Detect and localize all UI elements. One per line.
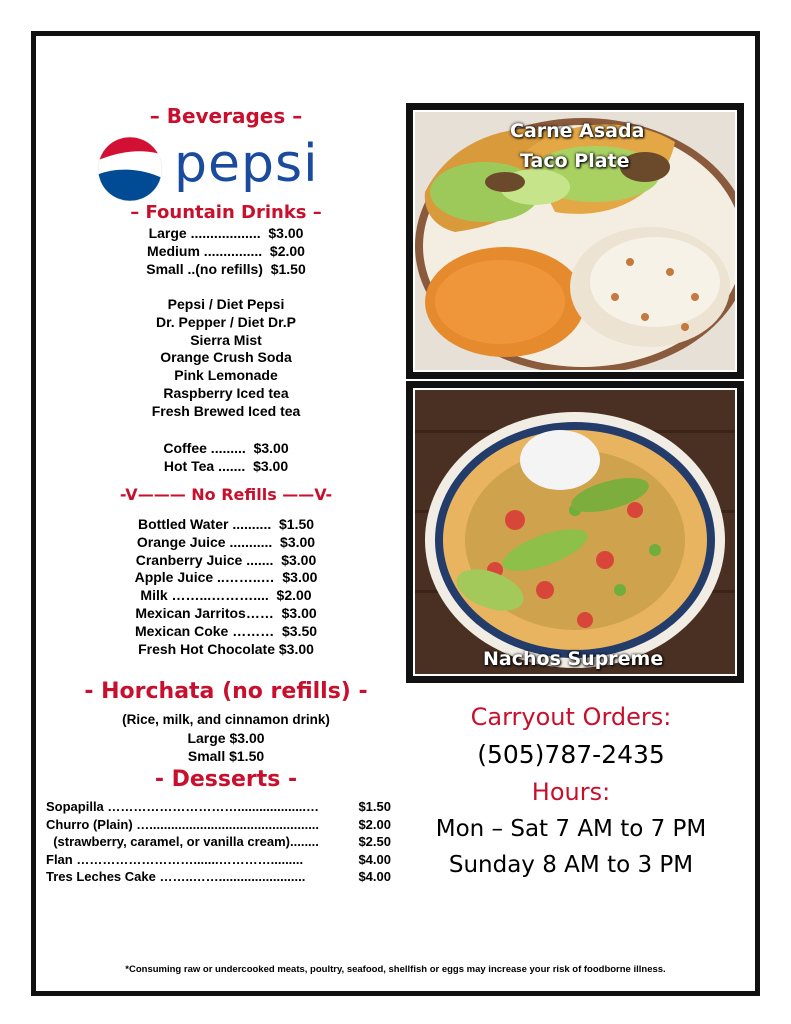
fountain-sizes-list — [96, 225, 356, 278]
fountain-size-large: Large .................. $3.00 — [148, 225, 304, 241]
fountain-size-small: Small ..(no refills) $1.50 — [146, 260, 306, 277]
carryout-label: Carryout Orders: — [470, 703, 672, 731]
no-refill-item: Mexican Coke ……… $3.50 — [134, 622, 318, 639]
hours-sunday: Sunday 8 AM to 3 PM — [448, 852, 694, 878]
pepsi-globe-icon — [94, 136, 166, 202]
flavor-item: Dr. Pepper / Diet Dr.P — [155, 313, 297, 330]
dessert-row — [46, 833, 391, 851]
pepsi-logo — [94, 136, 354, 202]
dessert-price: $1.50 — [358, 799, 391, 814]
phone-number: (505)787-2435 — [477, 740, 665, 769]
horchata-description: (Rice, milk, and cinnamon drink) — [122, 712, 330, 727]
desserts-list — [46, 798, 391, 886]
fountain-size-medium: Medium ............... $2.00 — [147, 242, 305, 259]
dessert-price: $2.50 — [358, 834, 391, 850]
dessert-row — [46, 798, 391, 816]
hot-drink-coffee: Coffee ......... $3.00 — [163, 440, 289, 456]
no-refill-list — [96, 516, 356, 658]
photo-caption-line1: Carne Asada — [510, 120, 645, 142]
carne-asada-photo — [406, 103, 744, 379]
no-refill-item: Bottled Water .......... $1.50 — [137, 516, 315, 532]
dessert-name: Tres Leches Cake ……..……........................ — [46, 869, 306, 885]
flavor-item: Pink Lemonade — [174, 367, 278, 384]
beverages-title: – Beverages – — [149, 104, 303, 128]
no-refill-item: Mexican Jarritos…… $3.00 — [135, 604, 317, 621]
pepsi-wordmark: pepsi — [174, 134, 319, 194]
flavor-item: Orange Crush Soda — [160, 349, 292, 366]
no-refill-item: Orange Juice ........... $3.00 — [136, 533, 316, 550]
hours-weekday: Mon – Sat 7 AM to 7 PM — [435, 816, 707, 842]
no-refill-item: Cranberry Juice ....... $3.00 — [135, 551, 317, 568]
dessert-row — [46, 868, 391, 886]
menu-frame — [31, 31, 760, 996]
hours-label: Hours: — [531, 778, 611, 806]
no-refills-title: -V——— No Refills ——V- — [119, 485, 333, 504]
no-refill-item: Apple Juice ..……..… $3.00 — [134, 569, 318, 586]
dessert-row — [46, 816, 391, 834]
flavor-item: Fresh Brewed Iced tea — [151, 402, 301, 419]
horchata-size-small: Small $1.50 — [187, 747, 265, 764]
dessert-price: $4.00 — [358, 869, 391, 885]
dessert-name: (strawberry, caramel, or vanilla cream)........ — [46, 834, 319, 850]
dessert-row — [46, 851, 391, 869]
dessert-name: Sopapilla …………………………...................… — [46, 799, 320, 814]
photo-caption-line2: Taco Plate — [520, 150, 630, 172]
foodborne-disclaimer: *Consuming raw or undercooked meats, poultry, seafood, shellfish or eggs may increase your risk of foodborne illness. — [125, 964, 666, 975]
no-refill-item: Milk ……...……….... $2.00 — [140, 587, 312, 604]
hot-drinks-list — [96, 440, 356, 476]
dessert-price: $2.00 — [358, 816, 391, 832]
dessert-name: Churro (Plain) …............................................... — [46, 816, 320, 832]
horchata-title: - Horchata (no refills) - — [84, 679, 368, 704]
nachos-caption: Nachos Supreme — [483, 648, 664, 670]
nachos-image — [415, 390, 735, 674]
desserts-title: - Desserts - — [154, 767, 298, 792]
horchata-size-large: Large $3.00 — [187, 730, 265, 746]
flavor-item: Raspberry Iced tea — [163, 384, 289, 401]
no-refill-item: Fresh Hot Chocolate $3.00 — [138, 640, 314, 657]
fountain-drinks-title: – Fountain Drinks – — [130, 202, 322, 223]
fountain-flavors-list — [96, 296, 356, 421]
dessert-name: Flan ……………………….......…………......... — [46, 851, 304, 867]
hot-drink-tea: Hot Tea ....... $3.00 — [163, 457, 289, 474]
horchata-sizes — [126, 730, 326, 766]
flavor-item: Pepsi / Diet Pepsi — [167, 296, 285, 312]
nachos-photo — [406, 381, 744, 683]
flavor-item: Sierra Mist — [190, 331, 262, 348]
dessert-price: $4.00 — [358, 851, 391, 867]
